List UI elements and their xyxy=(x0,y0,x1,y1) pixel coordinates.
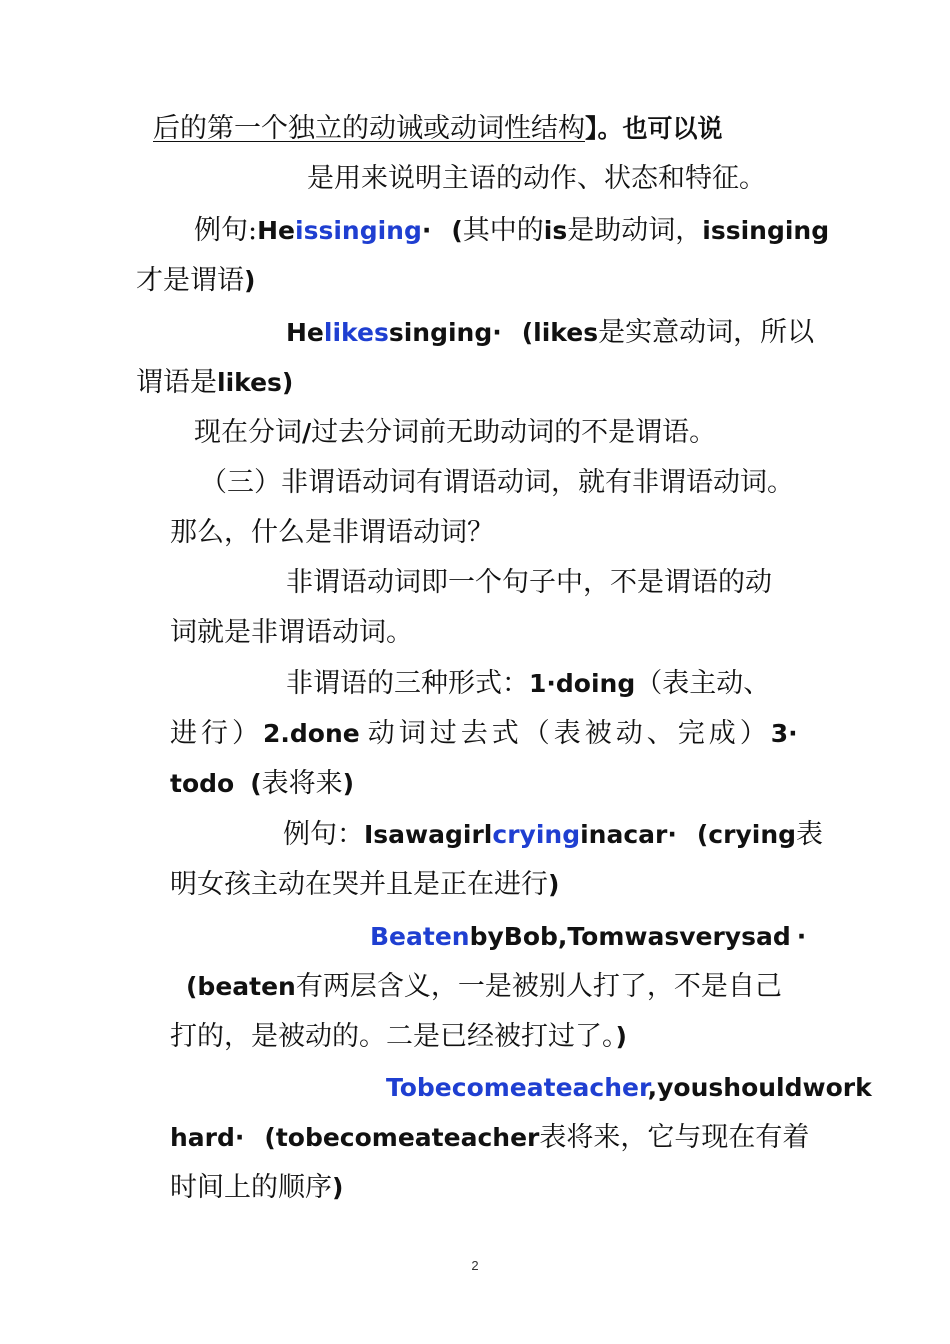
page-number: 2 xyxy=(471,1258,479,1273)
text-line: 时间上的顺序) xyxy=(170,1172,344,1203)
example-line: Tobecomeateacher,youshouldwork xyxy=(386,1073,872,1102)
example-line: 例句:Heissinging· (其中的is是助动词，issinging xyxy=(194,215,830,246)
highlighted-verb: likes xyxy=(323,318,389,347)
highlighted-verb: Tobecomeateacher xyxy=(386,1073,648,1102)
text-line: (beaten有两层含义，一是被别人打了，不是自己 xyxy=(186,971,782,1002)
underlined-text: 后的第一个独立的动诫 xyxy=(153,113,423,144)
text-line: 非谓语动词即一个句子中，不是谓语的动 xyxy=(286,567,772,598)
text-line: hard· (tobecomeateacher表将来，它与现在有着 xyxy=(170,1122,810,1153)
section-heading: （三）非谓语动词有谓语动词，就有非谓语动词。 xyxy=(200,467,794,498)
text-line: 现在分词/过去分词前无助动词的不是谓语。 xyxy=(194,417,717,448)
highlighted-verb: Beaten xyxy=(370,922,470,951)
text-line: 进行）2.done 动词过去式（表被动、完成）3· xyxy=(170,718,798,749)
text-line: todo (表将来) xyxy=(170,768,355,799)
text-line: 那么，什么是非谓语动词？ xyxy=(170,517,494,548)
text-line: 后的第一个独立的动诫或动词性结构】。也可以说 xyxy=(153,113,723,144)
example-line: Helikessinging· (likes是实意动词，所以 xyxy=(286,317,815,348)
highlighted-verb: issinging xyxy=(295,216,422,245)
text-line: 打的，是被动的。二是已经被打过了。) xyxy=(170,1021,627,1052)
highlighted-verb: crying xyxy=(492,820,581,849)
example-line: BeatenbyBob,Tomwasverysad · xyxy=(370,922,807,951)
text-line: 词就是非谓语动词。 xyxy=(170,617,413,648)
text-line: 谓语是likes) xyxy=(136,367,294,398)
text-line: 明女孩主动在哭并且是正在进行) xyxy=(170,869,560,900)
text-line: 是用来说明主语的动作、状态和特征。 xyxy=(307,163,766,194)
text-line: 才是谓语) xyxy=(136,265,256,296)
example-line: 例句：Isawagirlcryinginacar· (crying表 xyxy=(283,819,824,850)
text-line: 非谓语的三种形式：1·doing（表主动、 xyxy=(286,668,771,699)
